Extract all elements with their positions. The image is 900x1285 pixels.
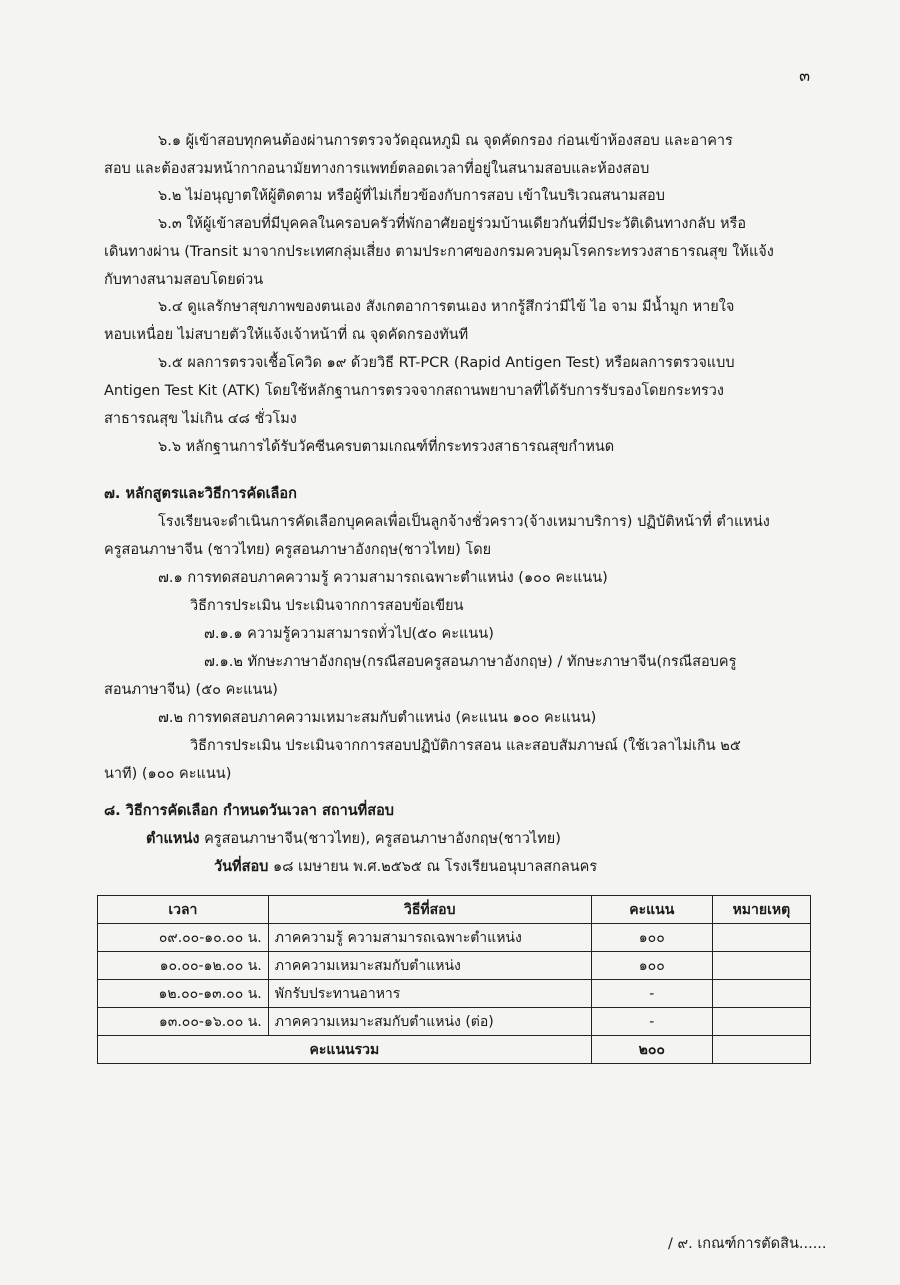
total-label: คะแนนรวม: [98, 1036, 592, 1064]
sec8-date: [214, 857, 597, 877]
cell-note: [712, 952, 810, 980]
sec7-heading: ๗. หลักสูตรและวิธีการคัดเลือก: [104, 486, 297, 502]
sec6-line-4b: หอบเหนื่อย ไม่สบายตัวให้แจ้งเจ้าหน้าที่ ณ จุดคัดกรองทันที: [104, 327, 469, 343]
sec7-intro-a: โรงเรียนจะดำเนินการคัดเลือกบุคคลเพื่อเป็นลูกจ้างชั่วคราว(จ้างเหมาบริการ) ปฏิบัติหน้าที่ ตำแหน่ง: [158, 514, 770, 530]
cell-method: ภาคความรู้ ความสามารถเฉพาะตำแหน่ง: [268, 924, 591, 952]
total-score: ๒๐๐: [591, 1036, 712, 1064]
sec7-1-2a: ๗.๑.๒ ทักษะภาษาอังกฤษ(กรณีสอบครูสอนภาษาอังกฤษ) / ทักษะภาษาจีน(กรณีสอบครู: [204, 654, 737, 670]
next-page-footer: / ๙. เกณฑ์การตัดสิน......: [668, 1236, 827, 1252]
cell-score: -: [591, 980, 712, 1008]
sec6-line-6: ๖.๖ หลักฐานการได้รับวัคซีนครบตามเกณฑ์ที่กระทรวงสาธารณสุขกำหนด: [158, 439, 615, 455]
cell-method: ภาคความเหมาะสมกับตำแหน่ง (ต่อ): [268, 1008, 591, 1036]
sec6-line-1a: ๖.๑ ผู้เข้าสอบทุกคนต้องผ่านการตรวจวัดอุณหภูมิ ณ จุดคัดกรอง ก่อนเข้าห้องสอบ และอาคาร: [158, 133, 733, 149]
cell-score: ๑๐๐: [591, 952, 712, 980]
sec8-heading: ๘. วิธีการคัดเลือก กำหนดวันเวลา สถานที่สอบ: [104, 803, 394, 819]
cell-note: [712, 924, 810, 952]
cell-method: พักรับประทานอาหาร: [268, 980, 591, 1008]
sec7-1: ๗.๑ การทดสอบภาคความรู้ ความสามารถเฉพาะตำแหน่ง (๑๐๐ คะแนน): [158, 570, 608, 586]
cell-time: ๑๐.๐๐-๑๒.๐๐ น.: [98, 952, 269, 980]
sec6-line-5c: สาธารณสุข ไม่เกิน ๔๘ ชั่วโมง: [104, 411, 297, 427]
sec6-line-3c: กับทางสนามสอบโดยด่วน: [104, 272, 264, 288]
cell-time: ๑๓.๐๐-๑๖.๐๐ น.: [98, 1008, 269, 1036]
cell-note: [712, 1008, 810, 1036]
table-total-row: [98, 1036, 811, 1064]
sec6-line-1b: สอบ และต้องสวมหน้ากากอนามัยทางการแพทย์ตลอดเวลาที่อยู่ในสนามสอบและห้องสอบ: [104, 161, 650, 177]
sec6-line-3b: เดินทางผ่าน (Transit มาจากประเทศกลุ่มเสี่ยง ตามประกาศของกรมควบคุมโรคกระทรวงสาธารณสุข ให้แจ้ง: [104, 244, 774, 260]
cell-time: ๐๙.๐๐-๑๐.๐๐ น.: [98, 924, 269, 952]
sec7-1-method: วิธีการประเมิน ประเมินจากการสอบข้อเขียน: [190, 598, 464, 614]
sec8-position-value: ครูสอนภาษาจีน(ชาวไทย), ครูสอนภาษาอังกฤษ(ชาวไทย): [199, 831, 561, 847]
cell-note: [712, 980, 810, 1008]
cell-time: ๑๒.๐๐-๑๓.๐๐ น.: [98, 980, 269, 1008]
sec7-intro-b: ครูสอนภาษาจีน (ชาวไทย) ครูสอนภาษาอังกฤษ(ชาวไทย) โดย: [104, 542, 492, 558]
table-row: [98, 952, 811, 980]
sec8-position-label: ตำแหน่ง: [146, 831, 200, 847]
sec7-2: ๗.๒ การทดสอบภาคความเหมาะสมกับตำแหน่ง (คะแนน ๑๐๐ คะแนน): [158, 710, 597, 726]
header-note: หมายเหตุ: [712, 896, 810, 924]
sec7-2-method-b: นาที) (๑๐๐ คะแนน): [104, 766, 232, 782]
sec8-date-value: ๑๘ เมษายน พ.ศ.๒๕๖๕ ณ โรงเรียนอนุบาลสกลนคร: [268, 859, 598, 875]
sec7-1-2b: สอนภาษาจีน) (๕๐ คะแนน): [104, 682, 278, 698]
table-row: [98, 924, 811, 952]
sec8-date-label: วันที่สอบ: [214, 859, 269, 875]
sec6-line-3a: ๖.๓ ให้ผู้เข้าสอบที่มีบุคคลในครอบครัวที่พักอาศัยอยู่ร่วมบ้านเดียวกันที่มีประวัติเดินทางกลับ หรือ: [158, 216, 747, 232]
table-header-row: [98, 896, 811, 924]
cell-score: -: [591, 1008, 712, 1036]
header-score: คะแนน: [591, 896, 712, 924]
sec7-2-method-a: วิธีการประเมิน ประเมินจากการสอบปฏิบัติการสอน และสอบสัมภาษณ์ (ใช้เวลาไม่เกิน ๒๕: [190, 738, 741, 754]
header-method: วิธีที่สอบ: [268, 896, 591, 924]
page-number: ๓: [799, 66, 810, 85]
table-row: [98, 1008, 811, 1036]
exam-schedule-table: [97, 895, 811, 1064]
sec6-line-5b: Antigen Test Kit (ATK) โดยใช้หลักฐานการตรวจจากสถานพยาบาลที่ได้รับการรับรองโดยกระทรวง: [104, 383, 724, 399]
sec6-line-5a: ๖.๕ ผลการตรวจเชื้อโควิด ๑๙ ด้วยวิธี RT-PCR (Rapid Antigen Test) หรือผลการตรวจแบบ: [158, 355, 735, 371]
sec6-line-2: ๖.๒ ไม่อนุญาตให้ผู้ติดตาม หรือผู้ที่ไม่เกี่ยวข้องกับการสอบ เข้าในบริเวณสนามสอบ: [158, 188, 665, 204]
cell-method: ภาคความเหมาะสมกับตำแหน่ง: [268, 952, 591, 980]
sec7-1-1: ๗.๑.๑ ความรู้ความสามารถทั่วไป(๕๐ คะแนน): [204, 626, 494, 642]
header-time: เวลา: [98, 896, 269, 924]
sec8-position: [146, 829, 561, 849]
total-note: [712, 1036, 810, 1064]
sec6-line-4a: ๖.๔ ดูแลรักษาสุขภาพของตนเอง สังเกตอาการตนเอง หากรู้สึกว่ามีไข้ ไอ จาม มีน้ำมูก หายใจ: [158, 299, 735, 315]
table-row: [98, 980, 811, 1008]
cell-score: ๑๐๐: [591, 924, 712, 952]
